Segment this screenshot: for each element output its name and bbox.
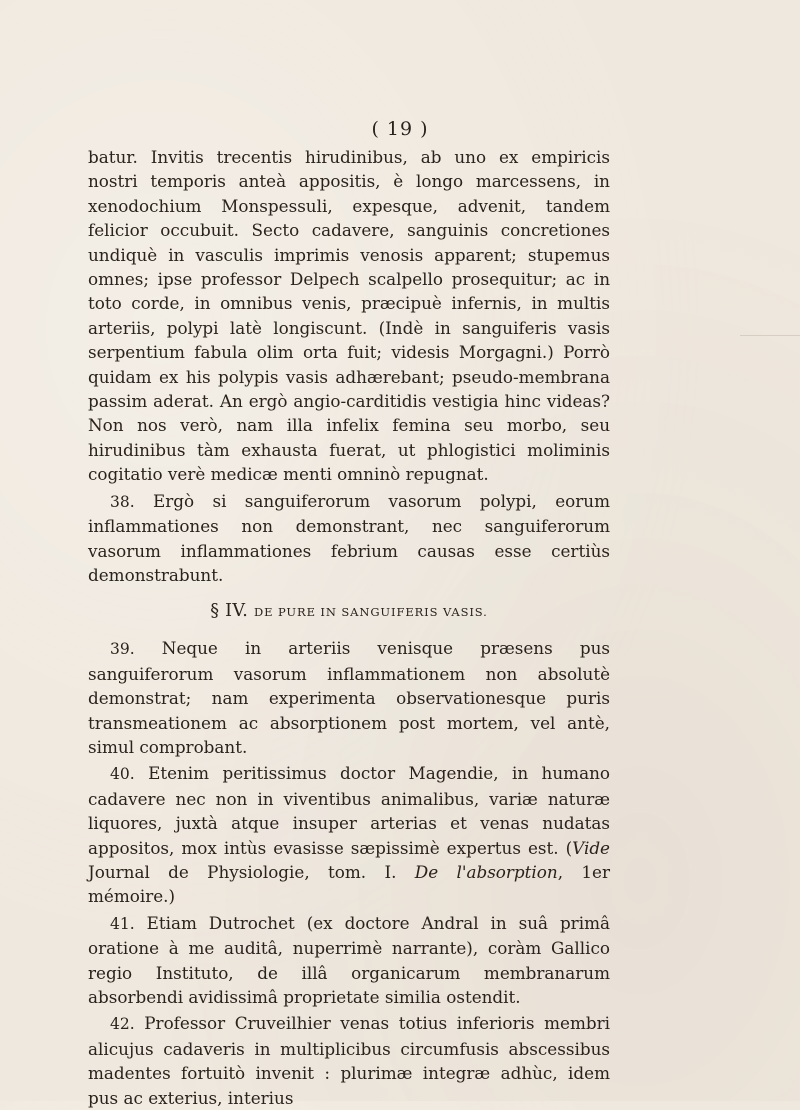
section-marker: § IV. (210, 601, 249, 622)
memoire-reference: , 1er mémoire.) (88, 861, 610, 907)
journal-reference: Journal de Physiologie, tom. I. (88, 861, 415, 882)
paragraph-text: Neque in arteriis venisque præsens pus sanguiferorum vasorum inflammationem non absolutè demonstrat; nam experimenta observationesque puris transmeationem ac absorptionem post mortem, vel antè, simul comprobant. (88, 638, 610, 757)
vide-italic: Vide (572, 837, 610, 858)
paragraph-38 (88, 489, 610, 588)
paragraph-40 (88, 761, 610, 908)
paragraph-number: 39. (110, 640, 135, 659)
paper-fold-mark (740, 335, 800, 336)
paragraph-41 (88, 911, 610, 1010)
paragraph-text: Ergò si sanguiferorum vasorum polypi, eorum inflammationes non demonstrant, nec sanguiferorum vasorum inflammationes febrium causas esse certiùs demonstrabunt. (88, 490, 610, 585)
paragraph-number: 42. (110, 1015, 135, 1034)
paragraph-text: batur. Invitis trecentis hirudinibus, ab uno ex empiricis nostri temporis anteà appositis, è longo marcessens, in xenodochium Monspessuli, expesque, advenit, tandem felicior occubuit. Secto cadavere, sanguinis concretiones undiquè in vasculis imprimis venosis apparent; stupemus omnes; ipse professor Delpech scalpello prosequitur; ac in toto corde, in omnibus venis, præcipuè infernis, in multis arteriis, polypi latè longiscunt. (Indè in sanguiferis vasis serpentium fabula olim orta fuit; videsis Morgagni.) Porrò quidam ex his polypis vasis adhærebant; pseudo-membrana passim aderat. An ergò angio-carditidis vestigia hinc videas? Non nos verò, nam illa infelix femina seu morbo, seu hirudinibus tàm exhausta fuerat, ut phlogistici moliminis cogitatio verè medicæ menti omninò repugnat. (88, 147, 610, 485)
paragraph-number: 40. (110, 765, 135, 784)
paragraph-continuation (88, 145, 610, 487)
text-block (88, 145, 610, 1110)
paragraph-text: Professor Cruveilhier venas totius inferioris membri alicujus cadaveris in multiplicibus circumfusis abscessibus madentes fortuitò invenit : plurimæ integræ adhùc, idem pus ac exterius, interius (88, 1013, 611, 1108)
section-title: DE PURE IN SANGUIFERIS VASIS. (254, 605, 488, 620)
paragraph-text: Etenim peritissimus doctor Magendie, in humano cadavere nec non in viventibus animalibus, variæ naturæ liquores, juxtà atque insuper arterias et venas nudatas appositos, mox intùs evasisse sæpissimè expertus est. ( (88, 763, 610, 858)
section-heading (88, 599, 610, 624)
page-number: ( 19 ) (371, 118, 429, 140)
paragraph-39 (88, 636, 610, 759)
absorption-title: De l'absorption (414, 861, 558, 882)
paragraph-number: 38. (110, 492, 135, 511)
paragraph-number: 41. (110, 914, 135, 933)
paragraph-42 (88, 1011, 610, 1110)
paragraph-text: Etiam Dutrochet (ex doctore Andral in suâ primâ oratione à me auditâ, nuperrimè narrante), coràm Gallico regio Instituto, de illâ organicarum membranarum absorbendi avidissimâ proprietate similia ostendit. (88, 912, 610, 1007)
